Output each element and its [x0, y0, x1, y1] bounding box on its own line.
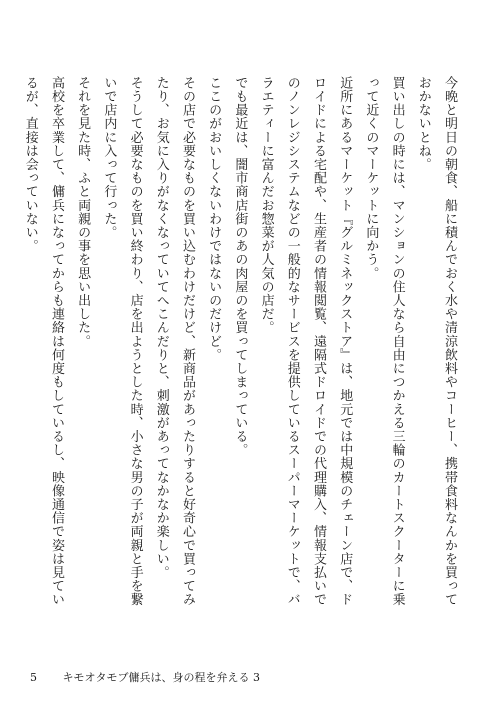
page-number: 5	[30, 671, 37, 684]
paragraph: それを見た時、ふと両親の事を思い出した。	[75, 76, 91, 348]
paragraph: でも最近は、闇市商店街のあの肉屋のを買ってしまっている。	[232, 76, 248, 457]
page-footer	[30, 669, 260, 685]
paragraph: 買い出しの時には、マンションの住人なら自由につかえる三輪のカートスクーターに乗って近くのマーケットに向かう。	[363, 76, 405, 607]
paragraph: ここのがおいしくないわけではないのだけど。	[206, 76, 222, 362]
vertical-text-body	[22, 76, 462, 616]
paragraph: 近所にあるマーケット『グルミネックストア』は、地元では中規模のチェーン店で、ドロイドによる宅配や、生産者の情報閲覧、遠隔式ドロイドでの代理購入、情報支払いでのノンレジシステムなどの一般的なサービスを提供しているスーパーマーケットで、バラエティーに富んだお惣菜が人気の店だ。	[258, 76, 353, 607]
paragraph: そうして必要なものを買い終わり、店を出ようとした時、小さな男の子が両親と手を繋いで店内に入って行った。	[101, 76, 143, 607]
paragraph: 高校を卒業して、傭兵になってからも連絡は何度もしているし、映像通信で姿は見ているが、直接は会っていない。	[22, 76, 64, 607]
running-title: キモオタモブ傭兵は、身の程を弁える 3	[62, 671, 260, 684]
paragraph: 今晩と明日の朝食、船に積んでおく水や清涼飲料やコーヒー、携帯食料なんかを買っておかないとね。	[415, 76, 457, 607]
paragraph: その店で必要なものを買い込むわけだけど、新商品があったりすると好奇心で買ってみたり、お気に入りがなくなっていてへこんだりと、刺激があってなかなか楽しい。	[153, 76, 195, 607]
